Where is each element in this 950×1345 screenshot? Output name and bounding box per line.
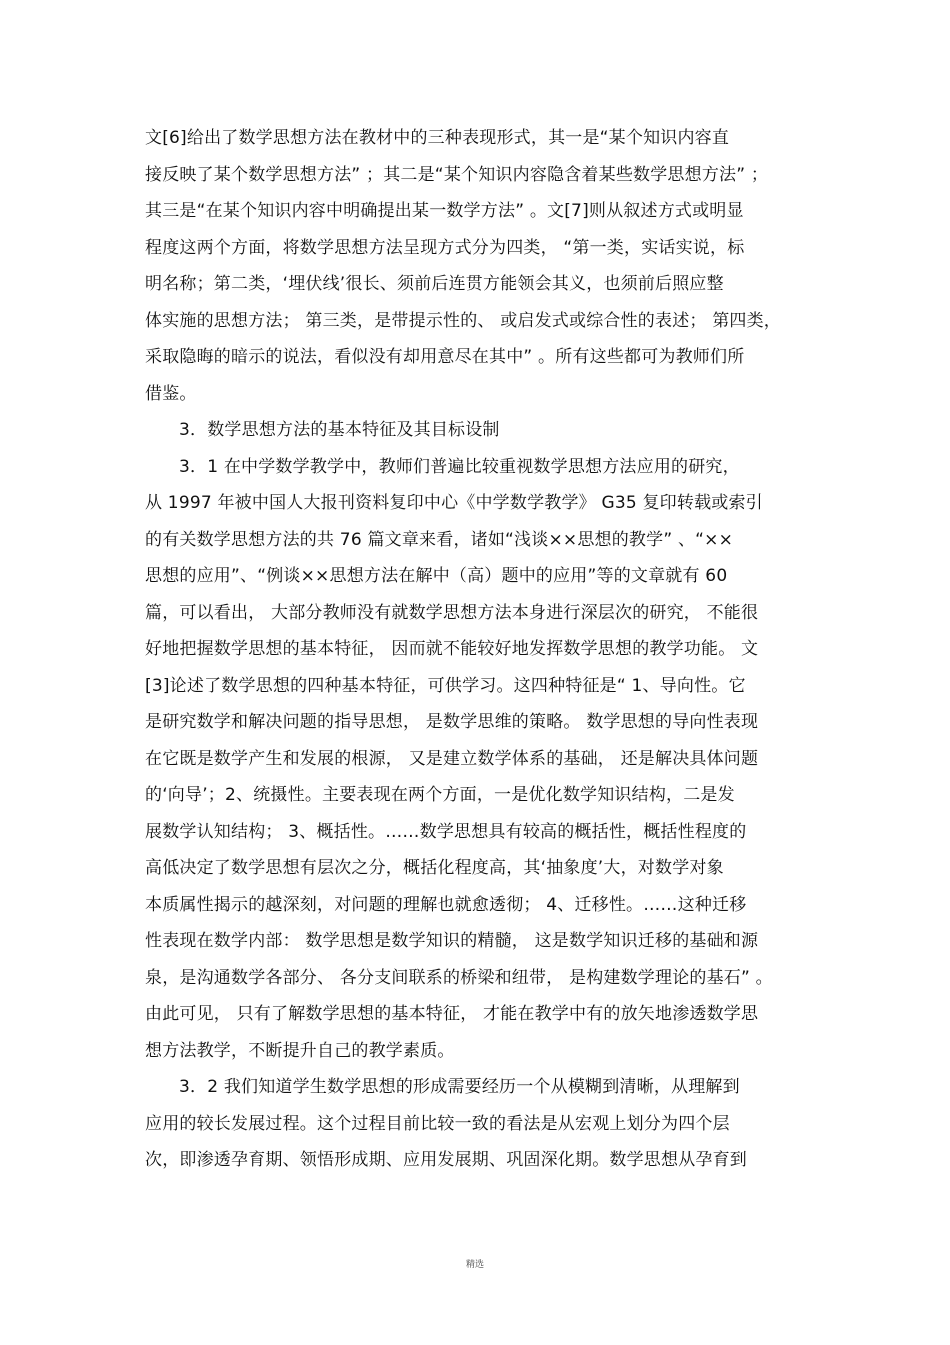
paragraph-line: 高低决定了数学思想有层次之分，概括化程度高，其‘抽象度’大，对数学对象 [145, 858, 724, 878]
paragraph-line: 明名称；第二类，‘埋伏线’很长、须前后连贯方能领会其义，也须前后照应整 [145, 274, 724, 294]
paragraph-line: 体实施的思想方法； 第三类，是带提示性的、 或启发式或综合性的表述； 第四类， [145, 310, 782, 331]
section-heading: 3．数学思想方法的基本特征及其目标设制 [179, 420, 500, 440]
paragraph-line: 应用的较长发展过程。这个过程目前比较一致的看法是从宏观上划分为四个层 [145, 1113, 730, 1134]
paragraph-line: 其三是“在某个知识内容中明确提出某一数学方法” 。文[7]则从叙述方式或明显 [145, 201, 744, 221]
paragraph-line: 程度这两个方面，将数学思想方法呈现方式分为四类， “第一类，实话实说，标 [145, 237, 745, 258]
paragraph-line: 思想的应用”、“例谈××思想方法在解中（高）题中的应用”等的文章就有 60 [145, 566, 728, 586]
paragraph-line: 是研究数学和解决问题的指导思想， 是数学思维的策略。 数学思想的导向性表现 [145, 712, 759, 732]
paragraph-line: 在它既是数学产生和发展的根源， 又是建立数学体系的基础， 还是解决具体问题 [145, 748, 759, 769]
paragraph-line: 篇，可以看出， 大部分教师没有就数学思想方法本身进行深层次的研究， 不能很 [145, 602, 759, 623]
paragraph-line: 接反映了某个数学思想方法” ；其二是“某个知识内容隐含着某些数学思想方法” ； [145, 164, 769, 185]
paragraph-line: 文[6]给出了数学思想方法在教材中的三种表现形式，其一是“某个知识内容直 [145, 128, 730, 148]
paragraph-line: 性表现在数学内部： 数学思想是数学知识的精髓， 这是数学知识迁移的基础和源 [145, 931, 759, 951]
page-footer: 精选 [465, 1260, 484, 1270]
paragraph-line: 借鉴。 [145, 383, 197, 404]
paragraph-line: 3．1 在中学数学教学中，教师们普遍比较重视数学思想方法应用的研究， [179, 456, 740, 477]
paragraph-line: 的‘向导’；2、统摄性。主要表现在两个方面，一是优化数学知识结构，二是发 [145, 785, 735, 805]
paragraph-line: 好地把握数学思想的基本特征， 因而就不能较好地发挥数学思想的教学功能。 文 [145, 639, 759, 659]
paragraph-line: 从 1997 年被中国人大报刊资料复印中心《中学数学教学》 G35 复印转载或索引 [145, 493, 763, 513]
paragraph-line: 采取隐晦的暗示的说法，看似没有却用意尽在其中” 。所有这些都可为教师们所 [145, 347, 745, 367]
paragraph-line: 次，即渗透孕育期、领悟形成期、应用发展期、巩固深化期。数学思想从孕育到 [145, 1150, 747, 1170]
paragraph-line: 泉，是沟通数学各部分、 各分支间联系的桥梁和纽带， 是构建数学理论的基石” 。 [145, 967, 773, 988]
paragraph-line: 想方法教学，不断提升自己的教学素质。 [145, 1040, 455, 1061]
paragraph-line: 3．2 我们知道学生数学思想的形成需要经历一个从模糊到清晰，从理解到 [179, 1077, 740, 1097]
paragraph-line: 的有关数学思想方法的共 76 篇文章来看，诸如“浅谈××思想的教学” 、“×× [145, 529, 734, 550]
paragraph-line: 本质属性揭示的越深刻，对问题的理解也就愈透彻； 4、迁移性。……这种迁移 [145, 894, 747, 915]
document-body [145, 120, 815, 1179]
paragraph-line: 由此可见， 只有了解数学思想的基本特征， 才能在教学中有的放矢地渗透数学思 [145, 1004, 759, 1024]
paragraph-line: 展数学认知结构； 3、概括性。……数学思想具有较高的概括性，概括性程度的 [145, 821, 747, 842]
paragraph-line: [3]论述了数学思想的四种基本特征，可供学习。这四种特征是“ 1、导向性。它 [145, 675, 746, 696]
